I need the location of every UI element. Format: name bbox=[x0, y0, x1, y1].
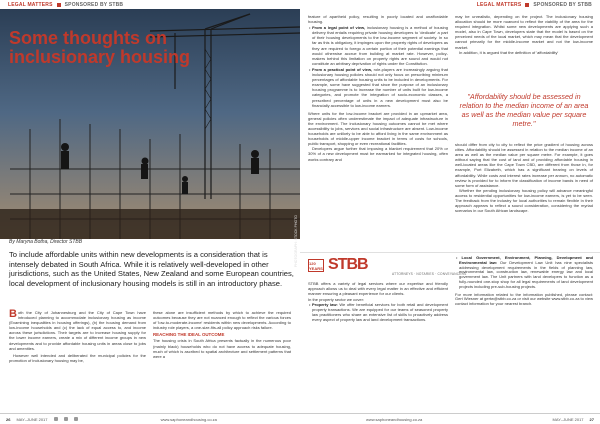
body-paragraph: In addition, it is argued that the definition of 'affordability' bbox=[459, 49, 559, 55]
header-bar bbox=[300, 0, 600, 9]
bullet-text: inclusionary housing is a method of housing delivery that entails requiring private housing developers to 'dedicate' a part of their housing developments to the low-income segment of society. In so far as this is obligatory, it impinges upon the property rights of developers as they are required to forego a certain portion of their potential earnings that would otherwise accrue from building at market rate. However, policy-makers behind this limitation on property rights are sound and would not constitute an arbitrary deprivation of rights under the Constitution. bbox=[312, 25, 448, 66]
linkedin-icon[interactable] bbox=[74, 417, 78, 421]
ad-bullet-title: Property law: bbox=[311, 302, 338, 308]
body-paragraph: The housing crisis in South Africa presents factually in the numerous poor (mainly black) households who do not have access to adequate housing, much of which is ascribed to spatial architecture and settlement patterns that were a bbox=[153, 338, 291, 359]
body-paragraph: may be unrealistic, depending on the project. The inclusionary housing allocation should be more nuanced to reflect the viability of the area for the required integration. Whilst some new developments are applying such a model, also in Cape Town, developers state that the model is based on the perceived needs of the local market, which may mean that the development cannot primarily for the middle-income market and not the low-income market. bbox=[455, 14, 593, 50]
separator-square-icon bbox=[57, 3, 61, 7]
page-number: 26 bbox=[6, 416, 11, 422]
body-paragraph: Where units for the low-income bracket are provided in an upmarket area, general policies often underestimate the impact of adequate infrastructure in the environment. The inclusionary housing outcomes cannot be met where accessibility to jobs, services and social infrastructure are absent. Low-income households are unlikely to be able to afford living in the same environment as households of middle-upper income bracket in terms of costs for schools, public transport, shopping or even recreational facilities. bbox=[308, 110, 448, 147]
body-paragraph: feature of apartheid policy, resulting in poorly located and unaffordable housing. bbox=[308, 14, 448, 25]
bullet-item: • From a practical point of view, role-players are increasingly arguing that inclusionary housing policies should not only focus on prescribing minimum percentages of affordable housing units to be included in developments. For example, some have suggested that since the purpose of an inclusionary housing programme is to increase the number of units built for low-income categories, and promote the integration of socio-economic classes, a prescribed percentage of units in a new development must also be financially accessible to low-income earners. bbox=[309, 66, 448, 108]
separator-square-icon bbox=[525, 3, 529, 7]
footer bbox=[300, 413, 600, 424]
bullet-title: From a legal point of view, bbox=[312, 25, 366, 31]
ad-paragraph: In the property sector we cover: bbox=[308, 297, 365, 303]
ad-column-1 bbox=[308, 282, 448, 322]
bullet-text: role-players are increasingly arguing that inclusionary housing policies should not only focus on prescribing minimum percentages of affordable housing units to be included in developments. For example, some have suggested that since the purpose of an inclusionary housing programme is to increase the number of units built for low-income categories, and promote the integration of socio-economic classes, a prescribed percentage of units in a new development must also be financially accessible to low-income earners. bbox=[312, 66, 448, 108]
body-paragraph: However well intended and deliberated the municipal policies for the promotion of inclusionary housing may be, bbox=[9, 352, 146, 363]
right-column-2-bottom bbox=[455, 142, 593, 213]
right-page bbox=[300, 0, 600, 424]
hero-photo bbox=[0, 9, 300, 239]
ad-bullet-title: Local Government, Environment, Planning, Development and Environmental law: bbox=[459, 255, 593, 265]
body-paragraph: these alone are insufficient methods by which to achieve the required outcomes because they are not nuanced enough to reflect the various forces of 'low-to-moderate-income' residents within new developments. According to industry role players, a one-size-fits-all policy approach risks failure. bbox=[153, 310, 291, 331]
bullet-item: • From a legal point of view, inclusionary housing is a method of housing delivery that entails requiring private housing developers to 'dedicate' a part of their housing developments to the low-income segment of society. In so far as this is obligatory, it impinges upon the property rights of developers as they are required to forego a certain portion of their potential earnings that would otherwise accrue from building at market rate. However, policy-makers behind this limitation on property rights are sound and would not constitute an arbitrary deprivation of rights under the Constitution. bbox=[309, 25, 448, 66]
sponsor-label: SPONSORED BY STBB bbox=[533, 1, 592, 8]
body-paragraph: Whether the pending inclusionary housing policy will advance meaningful access to residential opportunities for low-income earners, is yet to be seen. The feedback from the industry for local authorities to remain flexible in their approach appears to reflect a sound consideration, considering the myriad scenarios in our South African landscape. bbox=[455, 187, 593, 214]
ad-bullet: • Property law: We offer beneficial services for both retail and development property transactions. We are equipped for our teams of seasoned property law practitioners who share an extensive list of skills to proactively address every aspect of property law and land development transactions. bbox=[309, 302, 448, 322]
website-link[interactable]: www.saphoneandhousing.co.za bbox=[366, 416, 423, 422]
bullet-title: From a practical point of view, bbox=[312, 66, 373, 72]
subheading: REACHING THE IDEAL OUTCOME bbox=[153, 332, 225, 338]
issue-label: MAY–JUNE 2017 bbox=[16, 416, 48, 422]
ad-bullet-text: We offer beneficial services for both retail and development property transactions. We are equipped for our teams of seasoned property law practitioners who share an extensive list of skills to proactively address every aspect of property law and land development transactions. bbox=[312, 302, 448, 322]
body-paragraph: Developers argue further that imposing a blanket requirement that 20% or 30% of a new development must be earmarked for integrated housing, often works contrary and bbox=[308, 146, 448, 162]
body-paragraph: oth the City of Johannesburg and the City of Cape Town have introduced planning to accommodate inclusionary housing as income (Examining inequalities in housing offerings), (b) the housing demand from low-income households and (c) the lack of equal access to, and income across these jurisdictions. Their targets are to increase housing supply for the lower income earners, create a mix of different income groups in new developments and to provide affordable housing units in areas close to jobs and amenities. bbox=[9, 310, 146, 351]
section-label: LEGAL MATTERS bbox=[476, 1, 522, 8]
right-column-1 bbox=[308, 14, 448, 162]
left-column-2 bbox=[153, 310, 291, 359]
ad-bullet-text: Our Development Law Unit has nine specialists addressing development requirements in the fields of planning law, environmental law, construction law, renewable energy law and local government law. The Unit partners with land developers to function as a fully-rounded one-stop shop for all legal requirements of land development projects including pre-sub-housing projects. bbox=[459, 259, 593, 289]
section-label: LEGAL MATTERS bbox=[8, 1, 53, 8]
ad-bullet: • Local Government, Environment, Planning, Development and Environmental law: Our Development Law Unit has nine specialists addressing development requirements in the fields of planning law, environmental law, construction law, renewable energy law and local government law. The Unit partners with land developers to function as a fully-rounded one-stop shop for all legal requirements of land development projects including pre-sub-housing projects. bbox=[456, 255, 593, 289]
body-paragraph: should differ from city to city to reflect the price gradient of housing across cities. Affordability should be assessed in relation to the median income of an area as well as the median value per square metre. For example, it goes without saying that the cost of land and of providing affordable housing in well-located areas like the Cape Town CBD, are different from those in, for example, Port Elizabeth, which has a significant bearing on levels of affordability. While costs and interest rates increase per annum, no automatic review is provided for to inform the classification of income bands in need of some form of assistance. bbox=[455, 142, 593, 188]
right-column-2-top bbox=[455, 14, 593, 55]
header-bar bbox=[0, 0, 300, 9]
issue-label: MAY–JUNE 2017 bbox=[552, 416, 584, 422]
website-link[interactable]: www.saphoneandhousing.co.za bbox=[160, 416, 217, 422]
page-number: 27 bbox=[589, 416, 594, 422]
footer bbox=[0, 413, 300, 424]
ad-column-2 bbox=[455, 256, 593, 307]
pull-quote: "Affordability should be assessed in relation to the median income of an area as well as the median value per square metre." bbox=[459, 92, 589, 128]
article-title: Some thoughts on inclusionary housing bbox=[9, 28, 191, 67]
facebook-icon[interactable] bbox=[54, 417, 58, 421]
anniversary-badge: 120 YEARS bbox=[309, 260, 323, 271]
ad-paragraph: STBB offers a variety of legal services where our expertise and friendly approach allows us to deal with every legal matter in an effective and efficient manner ensuring a pleasant experience for our clients. bbox=[308, 281, 448, 296]
ad-contact: For more information related to the information published, please contact: Gert Wiesner at gertw@stbb.co.za or visit our website www.stbb.co.za to view contact information for your nearest branch. bbox=[455, 291, 593, 307]
sponsor-label: SPONSORED BY STBB bbox=[64, 1, 124, 8]
drop-cap: B bbox=[9, 308, 17, 320]
byline: By Maryna Botha, Director STBB bbox=[9, 239, 83, 245]
ad-tagline: ATTORNEYS · NOTARIES · CONVEYANCERS bbox=[392, 272, 467, 276]
left-column-1 bbox=[9, 310, 146, 363]
stbb-logo: STBB bbox=[328, 256, 368, 273]
photo-credit: PHOTOGRAPH: STOCK PHOTO bbox=[294, 215, 298, 268]
twitter-icon[interactable] bbox=[64, 417, 68, 421]
intro-paragraph: To include affordable units within new developments is a consideration that is intensely debated in South Africa. While it is relatively well-developed in other jurisdictions, such as the United States, New Zealand and some European countries, local development of inclusionary housing models is still in an introductory phase. bbox=[9, 250, 294, 288]
